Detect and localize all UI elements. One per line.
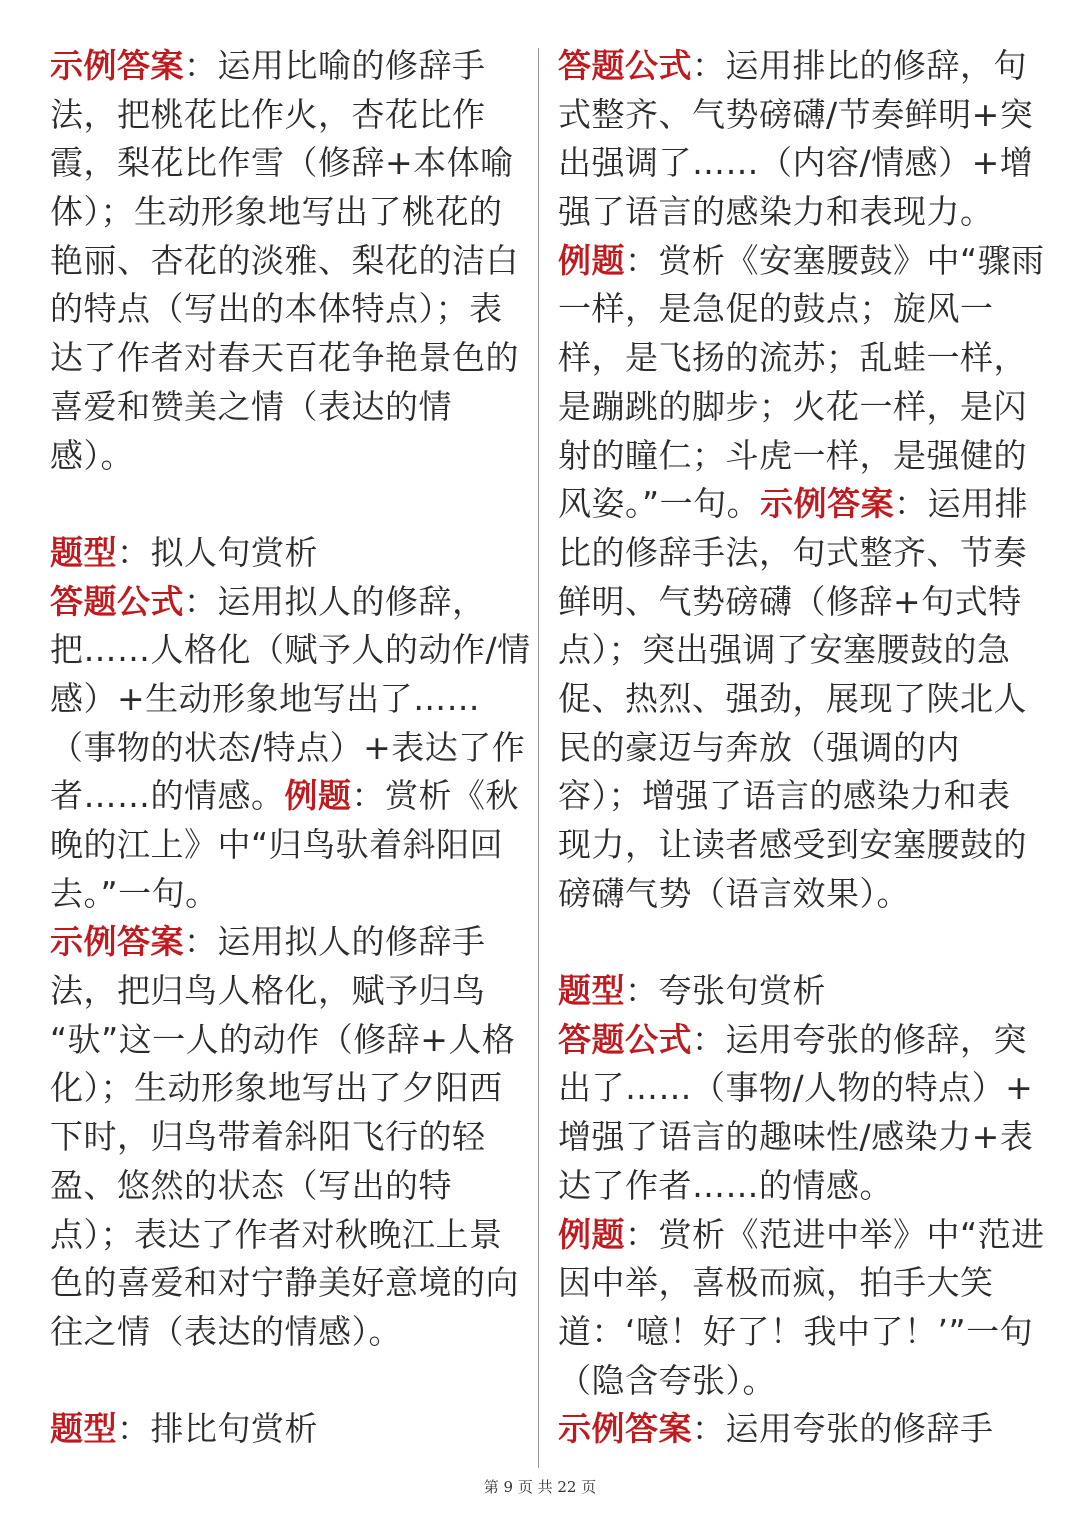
text-line (50, 1162, 520, 1211)
body-text: 一样，是急促的鼓点；旋风一 (558, 289, 994, 329)
body-text: ：夸张句赏析 (625, 971, 826, 1011)
body-text: “驮”这一人的动作（修辞+人格 (50, 1019, 516, 1059)
text-line (50, 334, 520, 383)
body-text: 增强了语言的趣味性/感染力+表 (558, 1117, 1034, 1157)
body-text: 鲜明、气势磅礴（修辞+句式特 (558, 581, 1022, 621)
body-text: 法，把桃花比作火，杏花比作 (50, 94, 486, 134)
body-text: 出了……（事物/人物的特点）+ (558, 1068, 1034, 1108)
body-text: 艳丽、杏花的淡雅、梨花的洁白 (50, 240, 519, 280)
keyword-label: 例题 (558, 240, 625, 280)
text-line (50, 578, 520, 627)
keyword-label: 示例答案 (50, 922, 184, 962)
body-text: 达了作者对春天百花争艳景色的 (50, 338, 519, 378)
body-text: 民的豪迈与奔放（强调的内 (558, 727, 960, 767)
text-line (558, 1016, 1038, 1065)
text-line (558, 432, 1038, 481)
text-line (558, 480, 1038, 529)
text-line (558, 772, 1038, 821)
text-line (558, 1357, 1038, 1406)
body-text: 晚的江上》中“归鸟驮着斜阳回 (50, 825, 504, 864)
body-text: 达了作者……的情感。 (558, 1165, 893, 1205)
paragraph-gap (50, 1357, 520, 1406)
text-line (558, 1113, 1038, 1162)
text-line (50, 91, 520, 140)
body-text: 式整齐、气势磅礴/节奏鲜明+突 (558, 94, 1034, 134)
keyword-label: 答题公式 (558, 46, 692, 85)
text-line (50, 967, 520, 1016)
text-line (50, 1211, 520, 1260)
body-text: 出强调了……（内容/情感）+增 (558, 143, 1034, 183)
text-line (558, 1259, 1038, 1308)
keyword-label: 例题 (558, 1214, 625, 1254)
body-text: ：运用排 (894, 484, 1029, 524)
text-line (558, 1405, 1038, 1454)
text-line (558, 188, 1038, 237)
body-text: 把……人格化（赋予人的动作/情 (50, 630, 531, 670)
body-text: 容）；增强了语言的感染力和表 (558, 776, 1011, 816)
text-line (50, 1064, 520, 1113)
page-footer: 第 9 页 共 22 页 (483, 1478, 597, 1496)
body-text: 现力，让读者感受到安塞腰鼓的 (558, 825, 1027, 864)
text-line (50, 237, 520, 286)
text-line (50, 285, 520, 334)
keyword-label: 答题公式 (558, 1019, 692, 1059)
body-text: 点）；表达了作者对秋晚江上景 (50, 1214, 503, 1254)
text-line (558, 821, 1038, 870)
text-line (558, 91, 1038, 140)
body-text: 样，是飞扬的流苏；乱蛙一样， (558, 338, 1027, 378)
text-line (558, 626, 1038, 675)
keyword-label: 题型 (50, 1409, 117, 1449)
text-line (50, 1016, 520, 1065)
text-line (50, 821, 520, 870)
text-line (50, 188, 520, 237)
text-line (558, 237, 1045, 286)
left-column (50, 42, 531, 1454)
text-line (558, 1308, 1038, 1357)
text-line (50, 1405, 520, 1454)
body-text: 体）；生动形象地写出了桃花的 (50, 192, 503, 232)
body-text: 是蹦跳的脚步；火花一样，是闪 (558, 386, 1027, 426)
body-text: 道：‘噫！好了！我中了！’”一句 (558, 1311, 1034, 1351)
body-text: 化）；生动形象地写出了夕阳西 (50, 1068, 503, 1108)
body-text: ：运用夸张的修辞，突 (692, 1019, 1027, 1059)
body-text: ：拟人句赏析 (117, 532, 318, 572)
text-line (50, 1113, 520, 1162)
body-text: 强了语言的感染力和表现力。 (558, 192, 994, 232)
keyword-label: 题型 (50, 532, 117, 572)
keyword-label: 示例答案 (760, 484, 895, 524)
body-text: 磅礴气势（语言效果）。 (558, 873, 910, 913)
text-line (50, 383, 520, 432)
body-text: 霞，梨花比作雪（修辞+本体喻 (50, 143, 514, 183)
keyword-label: 例题 (284, 776, 352, 816)
keyword-label: 答题公式 (50, 581, 184, 621)
body-text: ：赏析《安塞腰鼓》中“骤雨 (625, 240, 1045, 280)
body-text: 法，把归鸟人格化，赋予归鸟 (50, 971, 486, 1011)
body-text: ：运用拟人的修辞手 (184, 922, 486, 962)
body-text: （事物的状态/特点）+表达了作 (50, 727, 526, 767)
body-text: 比的修辞手法，句式整齐、节奏 (558, 532, 1027, 572)
text-line (558, 285, 1038, 334)
text-line (50, 529, 520, 578)
body-text: ：赏析《秋 (351, 776, 519, 816)
body-text: 去。”一句。 (50, 873, 219, 913)
text-line (50, 772, 520, 821)
text-line (558, 870, 1038, 919)
body-text: 感）。 (50, 435, 134, 475)
body-text: 风姿。”一句。 (558, 484, 761, 524)
text-line (50, 1259, 520, 1308)
body-text: 促、热烈、强劲，展现了陕北人 (558, 678, 1027, 718)
keyword-label: 示例答案 (50, 46, 184, 85)
text-line (50, 918, 520, 967)
keyword-label: 题型 (558, 971, 625, 1011)
body-text: ：排比句赏析 (117, 1409, 318, 1449)
body-text: 感）+生动形象地写出了…… (50, 678, 481, 718)
body-text: 色的喜爱和对宁静美好意境的向 (50, 1263, 519, 1303)
text-line (558, 1064, 1038, 1113)
text-line (50, 870, 520, 919)
body-text: 下时，归鸟带着斜阳飞行的轻 (50, 1117, 486, 1157)
body-text: 盈、悠然的状态（写出的特 (50, 1165, 452, 1205)
body-text: ：运用拟人的修辞， (184, 581, 486, 621)
text-line (50, 42, 520, 91)
text-line (558, 724, 1038, 773)
text-line (50, 724, 526, 773)
text-line (558, 675, 1038, 724)
text-line (558, 334, 1038, 383)
column-divider (538, 48, 539, 1468)
body-text: 者……的情感。 (50, 776, 285, 816)
text-line (50, 626, 531, 675)
text-line (558, 578, 1038, 627)
keyword-label: 示例答案 (558, 1409, 692, 1449)
body-text: 的特点（写出的本体特点）；表 (50, 289, 503, 329)
text-line (558, 967, 1038, 1016)
text-line (50, 675, 520, 724)
body-text: （隐含夸张）。 (558, 1360, 776, 1400)
body-text: 射的瞳仁；斗虎一样，是强健的 (558, 435, 1027, 475)
right-column (558, 42, 1045, 1454)
body-text: 往之情（表达的情感）。 (50, 1311, 402, 1351)
body-text: ：运用夸张的修辞手 (692, 1409, 994, 1449)
text-line (558, 529, 1038, 578)
text-line (558, 383, 1038, 432)
body-text: 因中举，喜极而疯，拍手大笑 (558, 1263, 994, 1303)
paragraph-gap (50, 480, 520, 529)
body-text: 点）；突出强调了安塞腰鼓的急 (558, 630, 1011, 670)
body-text: ：赏析《范进中举》中“范进 (625, 1214, 1045, 1254)
text-line (558, 1162, 1038, 1211)
body-text: 喜爱和赞美之情（表达的情 (50, 386, 452, 426)
text-line (558, 1211, 1045, 1260)
text-line (50, 139, 520, 188)
text-line (558, 42, 1038, 91)
body-text: ：运用排比的修辞，句 (692, 46, 1027, 85)
text-line (50, 432, 520, 481)
paragraph-gap (558, 918, 1038, 967)
text-line (50, 1308, 520, 1357)
text-line (558, 139, 1038, 188)
body-text: ：运用比喻的修辞手 (184, 46, 486, 85)
